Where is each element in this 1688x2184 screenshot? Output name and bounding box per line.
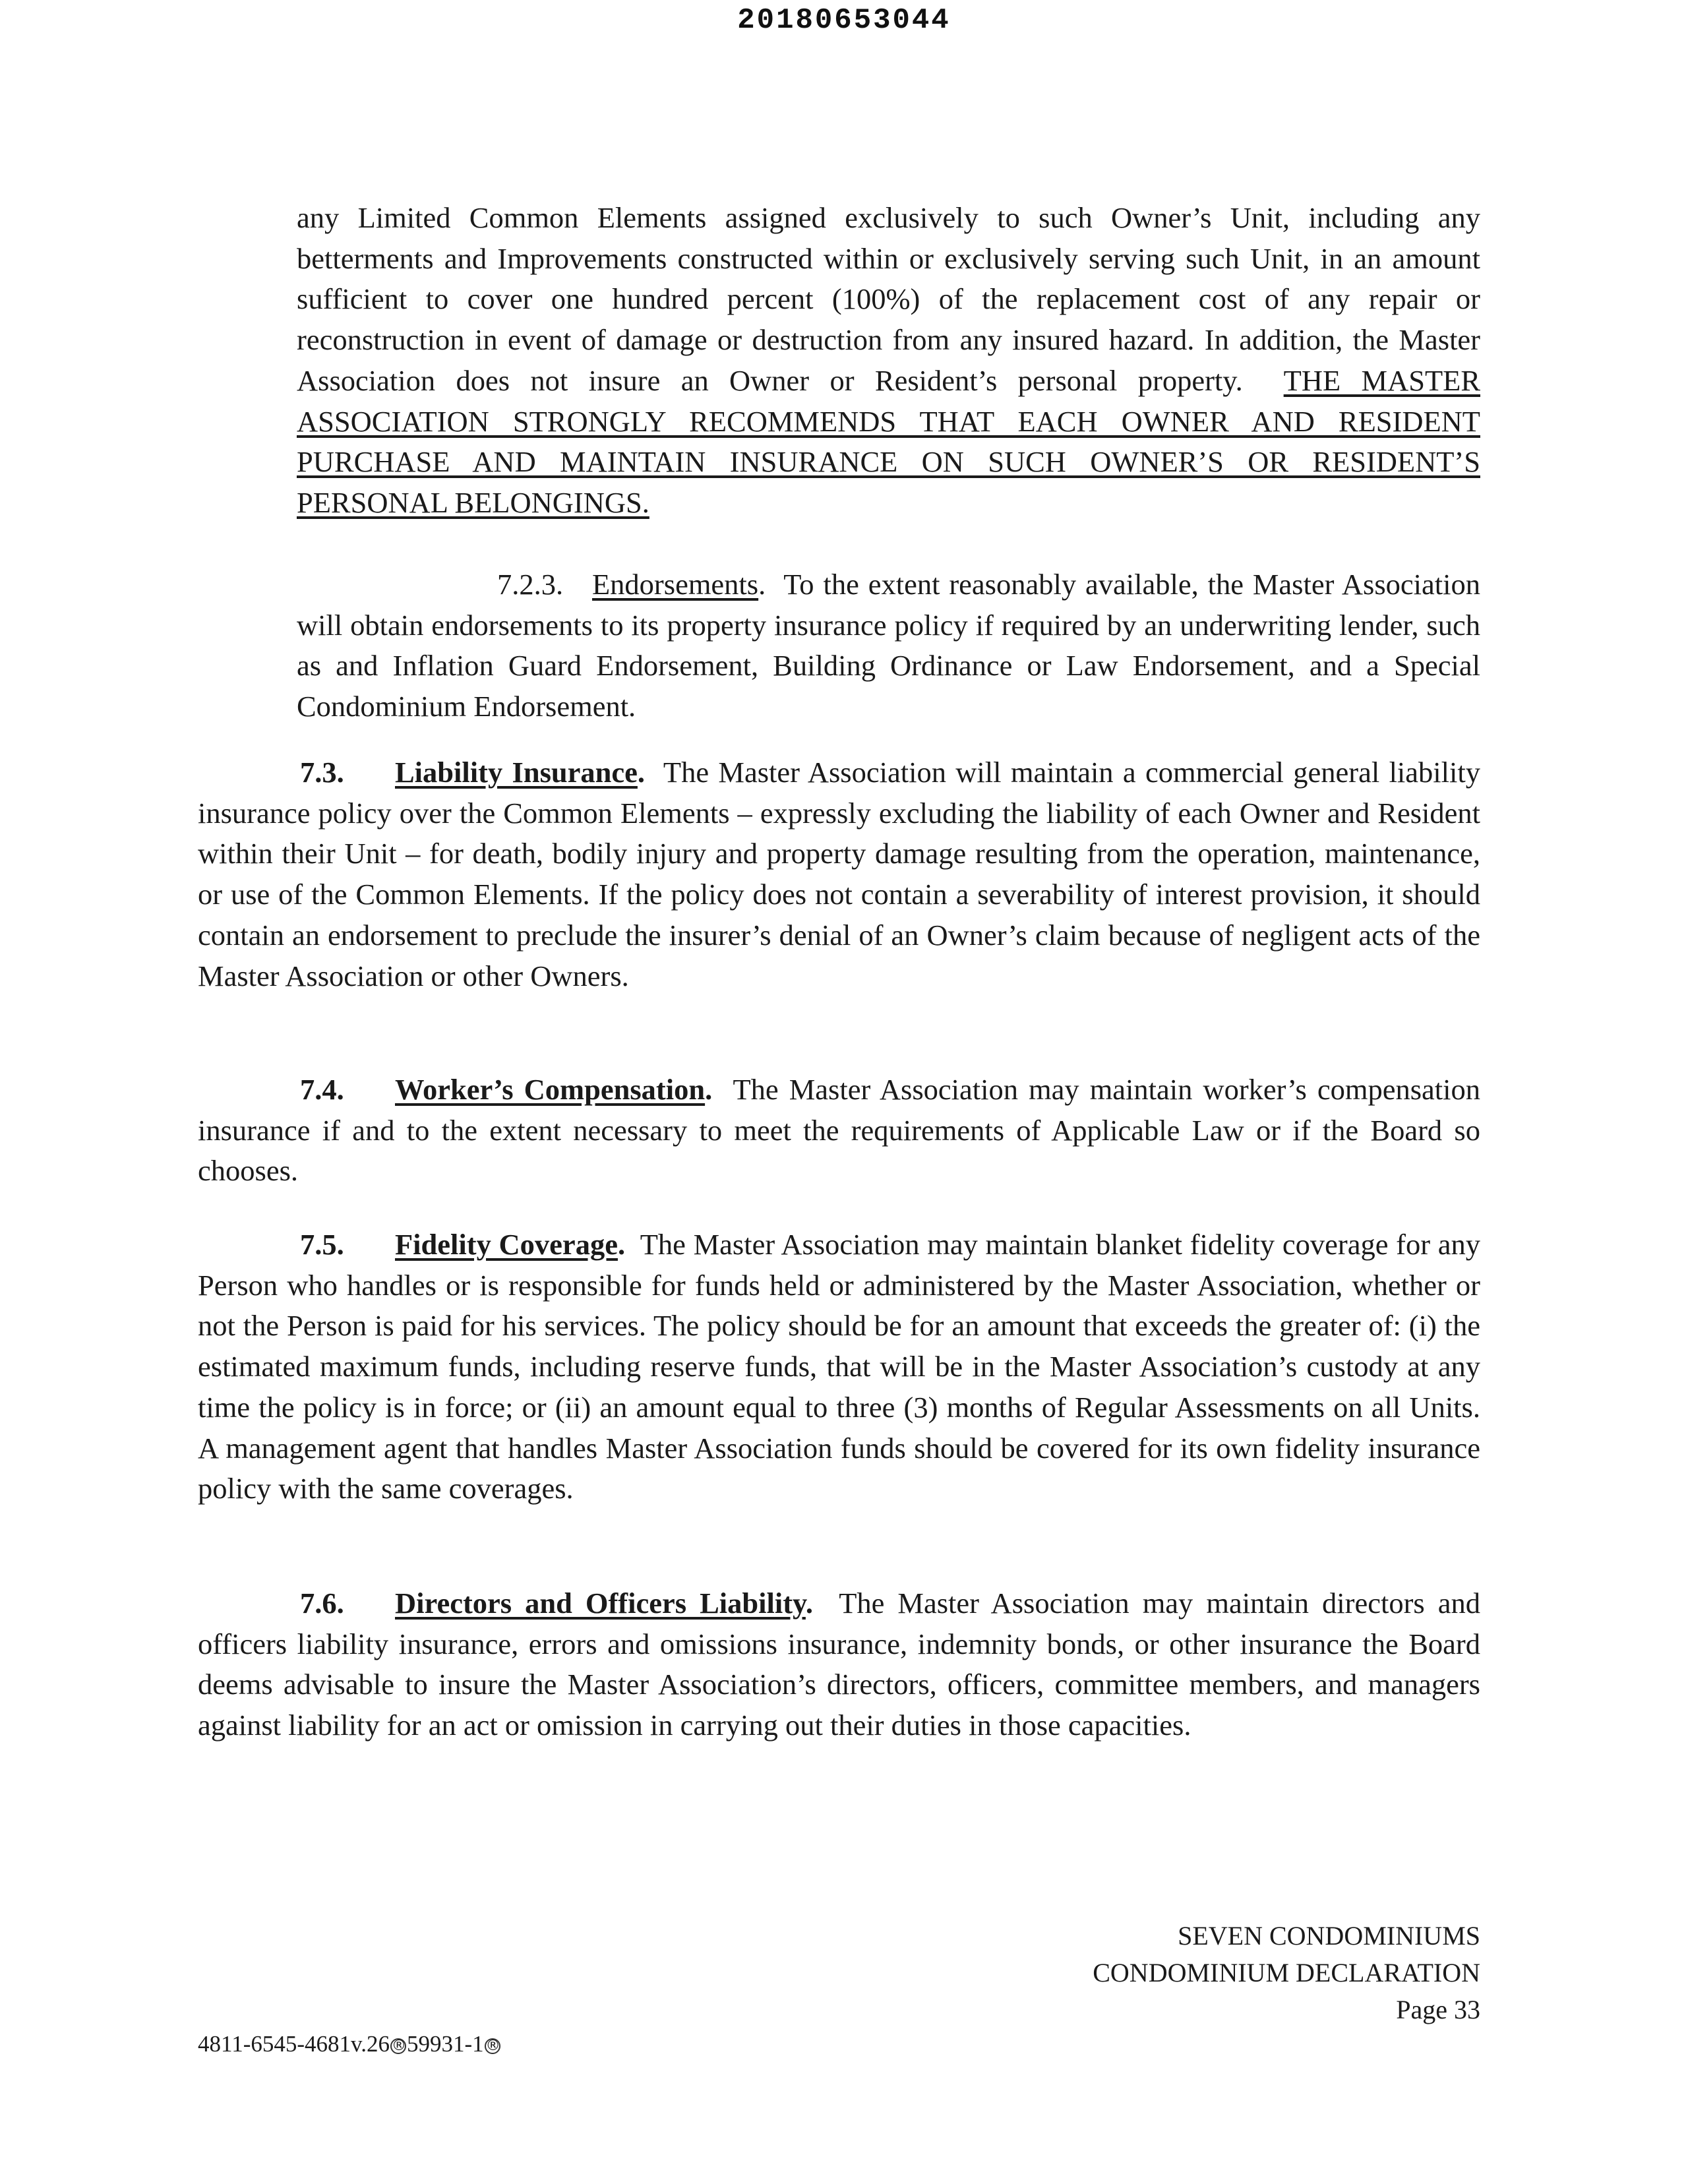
page-footer-title [923, 1918, 1480, 2028]
section-number: 7.2.3. [497, 568, 564, 601]
section-number: 7.3. [300, 756, 344, 789]
section-number: 7.5. [300, 1228, 344, 1261]
recommendation-caps-text: THE MASTER ASSOCIATION STRONGLY RECOMMENDS THAT EACH OWNER AND RESIDENT PURCHASE AND MAINTAIN INSURANCE ON SUCH OWNER’S OR RESIDENT’S PERSONAL BELONGINGS. [297, 363, 1481, 519]
section-7-2-3: 7.2.3. Endorsements. To the extent reasonably available, the Master Association will obtain endorsements to its property insurance policy if required by an underwriting lender, such as and Inflation Guard Endorsement, Building Ordinance or Law Endorsement, and a Special Condominium Endorsement. [297, 564, 1480, 727]
continuation-text: any Limited Common Elements assigned exclusively to such Owner’s Unit, including any betterments and Improvements constructed within or exclusively serving such Unit, in an amount sufficient to cover one hundred percent (100%) of the replacement cost of any repair or reconstruction in event of damage or destruction from any insured hazard. In addition, the Master Association does not insure an Owner or Resident’s personal property. [297, 201, 1480, 397]
registered-mark-icon: ® [392, 2037, 406, 2054]
section-heading: Worker’s Compensation [395, 1073, 706, 1106]
section-text: To the extent reasonably available, the Master Association will obtain endorsements to its property insurance policy if required by an underwriting lender, such as and Inflation Guard Endorsement, Building Ordinance or Law Endorsement, and a Special Condominium Endorsement. [297, 568, 1480, 723]
document-number: 20180653044 [737, 4, 951, 37]
section-number: 7.4. [300, 1073, 344, 1106]
page-number: Page 33 [1396, 1995, 1480, 2024]
section-7-4: 7.4. Worker’s Compensation. The Master Association may maintain worker’s compensation insurance if and to the extent necessary to meet the requirements of Applicable Law or if the Board so chooses. [198, 1070, 1480, 1192]
footer-project-name: SEVEN CONDOMINIUMS [1178, 1921, 1480, 1951]
footer-document-id [198, 2031, 501, 2057]
section-heading: Endorsements [592, 568, 759, 601]
section-text: The Master Association may maintain worker’s compensation insurance if and to the extent necessary to meet the requirements of Applicable Law or if the Board so chooses. [198, 1073, 1480, 1188]
section-heading: Liability Insurance [395, 756, 638, 789]
section-7-3: 7.3. Liability Insurance. The Master Association will maintain a commercial general liability insurance policy over the Common Elements – expressly excluding the liability of each Owner and Resident within their Unit – for death, bodily injury and property damage resulting from the operation, maintenance, or use of the Common Elements. If the policy does not contain a severability of interest provision, it should contain an endorsement to preclude the insurer’s denial of an Owner’s claim because of negligent acts of the Master Association or other Owners. [198, 752, 1480, 996]
section-text: The Master Association may maintain directors and officers liability insurance, errors and omissions insurance, indemnity bonds, or other insurance the Board deems advisable to insure the Master Association’s directors, officers, committee members, and managers against liability for an act or omission in carrying out their duties in those capacities. [198, 1587, 1481, 1742]
section-heading: Directors and Officers Liability [395, 1587, 806, 1620]
section-number: 7.6. [300, 1587, 344, 1620]
docid-part-b: 59931-1 [407, 2031, 484, 2057]
section-heading: Fidelity Coverage [395, 1228, 618, 1261]
section-7-6: 7.6. Directors and Officers Liability. The Master Association may maintain directors and officers liability insurance, errors and omissions insurance, indemnity bonds, or other insurance the Board deems advisable to insure the Master Association’s directors, officers, committee members, and managers against liability for an act or omission in carrying out their duties in those capacities. [198, 1583, 1480, 1746]
footer-document-type: CONDOMINIUM DECLARATION [1093, 1958, 1480, 1987]
registered-mark-icon: ® [485, 2037, 500, 2054]
section-text: The Master Association will maintain a commercial general liability insurance policy over the Common Elements – expressly excluding the liability of each Owner and Resident within their Unit – for death, bodily injury and property damage resulting from the operation, maintenance, or use of the Common Elements. If the policy does not contain a severability of interest provision, it should contain an endorsement to preclude the insurer’s denial of an Owner’s claim because of negligent acts of the Master Association or other Owners. [198, 756, 1481, 992]
section-7-5: 7.5. Fidelity Coverage. The Master Association may maintain blanket fidelity coverage for any Person who handles or is responsible for funds held or administered by the Master Association, whether or not the Person is paid for his services. The policy should be for an amount that exceeds the greater of: (i) the estimated maximum funds, including reserve funds, that will be in the Master Association’s custody at any time the policy is in force; or (ii) an amount equal to three (3) months of Regular Assessments on all Units. A management agent that handles Master Association funds should be covered for its own fidelity insurance policy with the same coverages. [198, 1225, 1480, 1509]
paragraph-continuation [297, 198, 1480, 524]
docid-part-a: 4811-6545-4681v.26 [198, 2031, 390, 2057]
section-text: The Master Association may maintain blanket fidelity coverage for any Person who handles or is responsible for funds held or administered by the Master Association, whether or not the Person is paid for his services. The policy should be for an amount that exceeds the greater of: (i) the estimated maximum funds, including reserve funds, that will be in the Master Association’s custody at any time the policy is in force; or (ii) an amount equal to three (3) months of Regular Assessments on all Units. A management agent that handles Master Association funds should be covered for its own fidelity insurance policy with the same coverages. [198, 1228, 1481, 1505]
